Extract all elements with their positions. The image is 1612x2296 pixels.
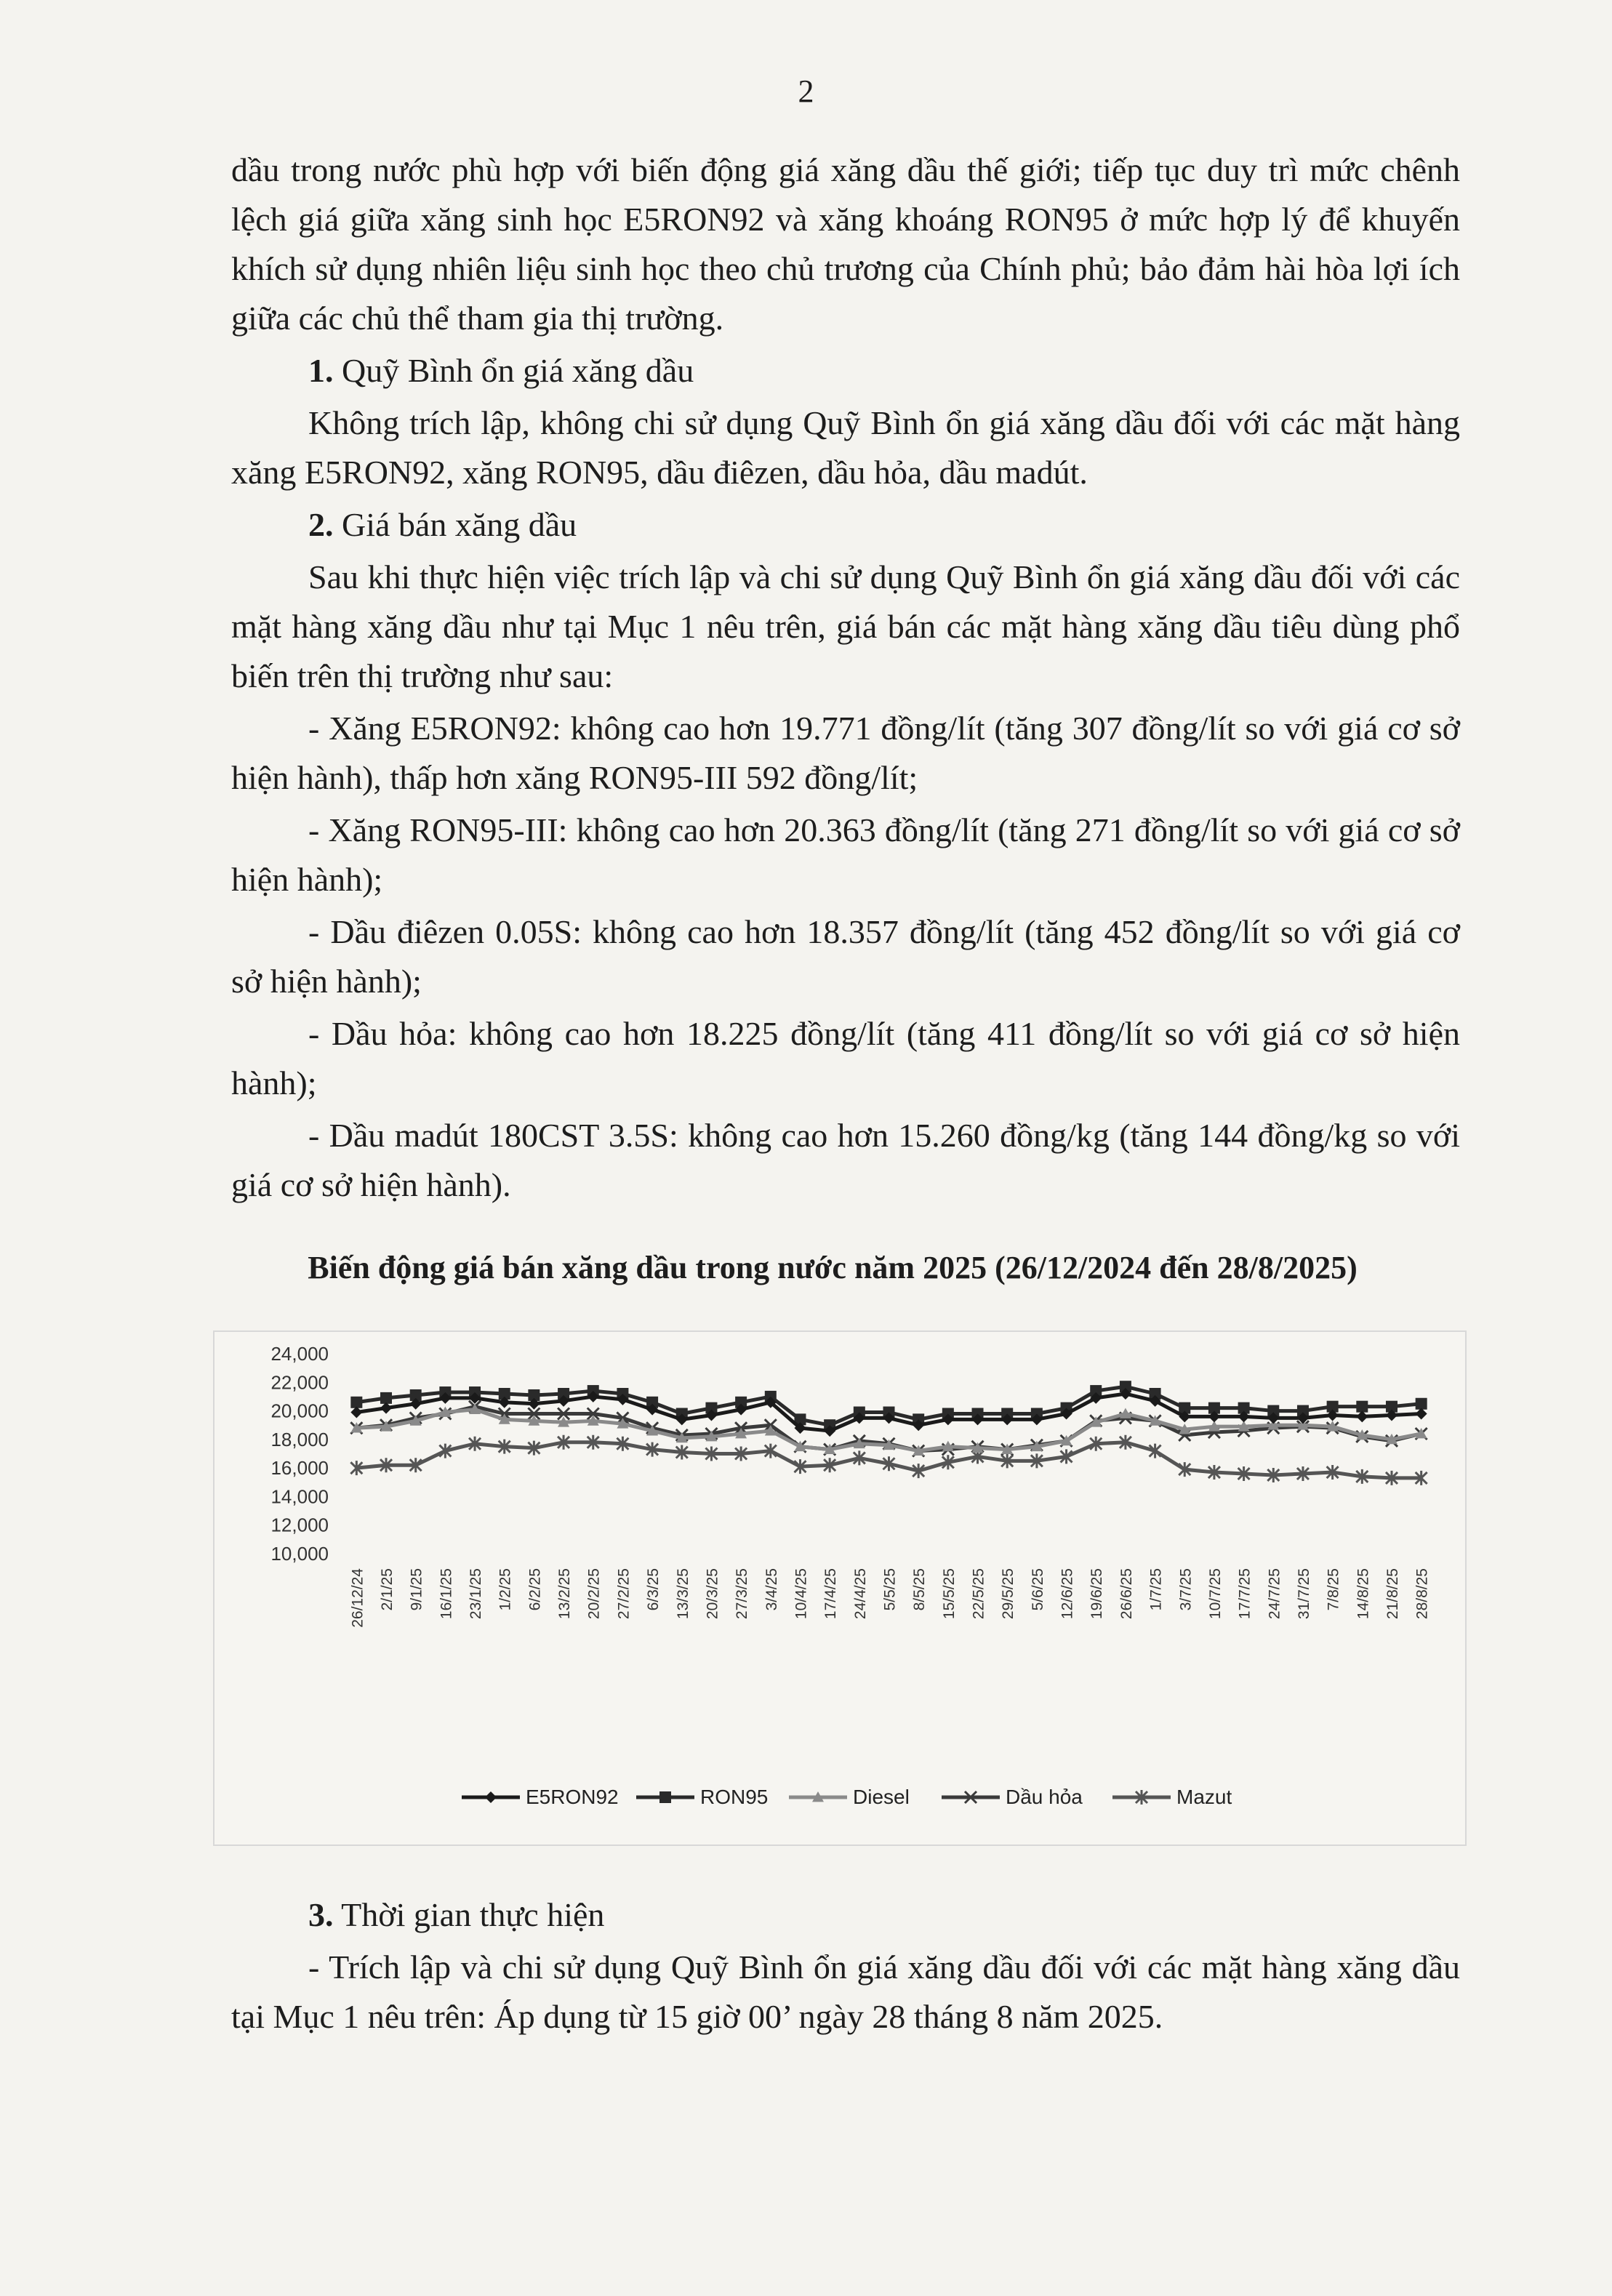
price-item-e5ron92: - Xăng E5RON92: không cao hơn 19.771 đồng/lít (tăng 307 đồng/lít so với giá cơ sở hiện hành), thấp hơn xăng RON95-III 592 đồng/lít; — [231, 710, 1460, 796]
x-tick-label: 3/7/25 — [1177, 1568, 1195, 1611]
y-tick-label: 22,000 — [270, 1371, 329, 1394]
x-tick-label: 3/4/25 — [763, 1568, 780, 1611]
x-tick-label: 22/5/25 — [970, 1568, 987, 1620]
x-tick-label: 20/2/25 — [585, 1568, 603, 1620]
paragraph-fund: Không trích lập, không chi sử dụng Quỹ Bình ổn giá xăng dầu đối với các mặt hàng xăng E5RON92, xăng RON95, dầu điêzen, dầu hỏa, dầu madút. — [231, 404, 1460, 491]
x-tick-label: 23/1/25 — [468, 1568, 485, 1620]
paragraph-timing: - Trích lập và chi sử dụng Quỹ Bình ổn giá xăng dầu đối với các mặt hàng xăng dầu tại Mục 1 nêu trên: Áp dụng từ 15 giờ 00’ ngày 28 tháng 8 năm 2025. — [231, 1948, 1460, 2035]
section-number: 3. — [308, 1896, 334, 1933]
x-tick-label: 1/2/25 — [497, 1568, 514, 1611]
price-chart — [213, 1330, 1467, 1846]
x-tick-label: 1/7/25 — [1147, 1568, 1165, 1611]
section-heading-prices — [231, 500, 1460, 550]
x-tick-label: 24/7/25 — [1266, 1568, 1283, 1620]
y-tick-label: 24,000 — [270, 1343, 329, 1365]
y-tick-label: 10,000 — [270, 1543, 329, 1565]
legend-marker — [659, 1791, 671, 1803]
section-timing — [231, 1890, 1460, 2044]
x-tick-label: 5/6/25 — [1029, 1568, 1046, 1611]
page-number: 2 — [798, 73, 814, 109]
chart-title: Biến động giá bán xăng dầu trong nước năm 2025 (26/12/2024 đến 28/8/2025) — [308, 1250, 1358, 1285]
section-heading-fund — [231, 346, 1460, 396]
x-tick-label: 26/6/25 — [1118, 1568, 1135, 1620]
x-tick-label: 17/4/25 — [822, 1568, 840, 1620]
legend-label: RON95 — [700, 1786, 769, 1808]
x-tick-label: 14/8/25 — [1355, 1568, 1372, 1620]
x-tick-label: 19/6/25 — [1088, 1568, 1106, 1620]
x-tick-label: 13/2/25 — [556, 1568, 574, 1620]
x-tick-label: 17/7/25 — [1236, 1568, 1254, 1620]
x-tick-label: 6/3/25 — [645, 1568, 662, 1611]
x-tick-label: 8/5/25 — [911, 1568, 929, 1611]
x-tick-label: 24/4/25 — [851, 1568, 869, 1620]
x-tick-label: 21/8/25 — [1384, 1568, 1401, 1620]
x-tick-label: 27/3/25 — [734, 1568, 751, 1620]
x-tick-label: 16/1/25 — [438, 1568, 455, 1620]
x-tick-label: 2/1/25 — [379, 1568, 396, 1611]
x-tick-label: 13/3/25 — [674, 1568, 691, 1620]
x-tick-label: 10/7/25 — [1206, 1568, 1224, 1620]
data-point-1 — [1416, 1398, 1427, 1410]
legend-label: Mazut — [1176, 1786, 1232, 1808]
section-heading-text: Thời gian thực hiện — [333, 1896, 605, 1933]
section-number: 2. — [308, 506, 334, 543]
y-tick-label: 14,000 — [270, 1485, 329, 1508]
section-heading-text: Giá bán xăng dầu — [333, 506, 577, 543]
price-item-kerosene: - Dầu hỏa: không cao hơn 18.225 đồng/lít (tăng 411 đồng/lít so với giá cơ sở hiện hành); — [231, 1015, 1460, 1101]
section-heading-text: Quỹ Bình ổn giá xăng dầu — [333, 352, 694, 389]
price-chart-svg — [214, 1332, 1465, 1845]
x-tick-label: 27/2/25 — [615, 1568, 633, 1620]
data-point-1 — [380, 1392, 392, 1404]
x-tick-label: 28/8/25 — [1413, 1568, 1431, 1620]
y-tick-label: 20,000 — [270, 1400, 329, 1422]
data-point-0 — [350, 1407, 362, 1418]
y-tick-label: 12,000 — [270, 1514, 329, 1536]
data-point-0 — [1356, 1410, 1368, 1422]
x-tick-label: 9/1/25 — [408, 1568, 425, 1611]
section-heading-timing — [231, 1890, 1460, 1940]
x-tick-label: 26/12/24 — [349, 1568, 366, 1628]
x-tick-label: 6/2/25 — [526, 1568, 544, 1611]
data-point-1 — [350, 1397, 362, 1408]
data-point-1 — [1356, 1401, 1368, 1413]
y-tick-label: 18,000 — [270, 1428, 329, 1450]
x-tick-label: 15/5/25 — [940, 1568, 958, 1620]
legend-label: E5RON92 — [526, 1786, 619, 1808]
data-point-0 — [1416, 1408, 1427, 1420]
data-point-0 — [380, 1402, 392, 1414]
x-tick-label: 7/8/25 — [1325, 1568, 1342, 1611]
x-tick-label: 29/5/25 — [1000, 1568, 1017, 1620]
legend-label: Diesel — [853, 1786, 910, 1808]
price-item-diesel: - Dầu điêzen 0.05S: không cao hơn 18.357 đồng/lít (tăng 452 đồng/lít so với giá cơ sở hiện hành); — [231, 913, 1460, 1000]
x-tick-label: 31/7/25 — [1295, 1568, 1312, 1620]
legend-marker — [485, 1791, 497, 1803]
document-body — [231, 145, 1460, 1213]
price-item-mazut: - Dầu madút 180CST 3.5S: không cao hơn 15.260 đồng/kg (tăng 144 đồng/kg so với giá cơ sở hiện hành). — [231, 1117, 1460, 1203]
y-tick-label: 16,000 — [270, 1457, 329, 1480]
paragraph-intro: dầu trong nước phù hợp với biến động giá xăng dầu thế giới; tiếp tục duy trì mức chênh lệch giá giữa xăng sinh học E5RON92 và xăng khoáng RON95 ở mức hợp lý để khuyến khích sử dụng nhiên liệu sinh học theo chủ trương của Chính phủ; bảo đảm hài hòa lợi ích giữa các chủ thể tham gia thị trường. — [231, 151, 1460, 337]
x-tick-label: 10/4/25 — [793, 1568, 810, 1620]
x-tick-label: 12/6/25 — [1059, 1568, 1076, 1620]
paragraph-prices-intro: Sau khi thực hiện việc trích lập và chi sử dụng Quỹ Bình ổn giá xăng dầu đối với các mặt hàng xăng dầu như tại Mục 1 nêu trên, giá bán các mặt hàng xăng dầu tiêu dùng phổ biến trên thị trường như sau: — [231, 558, 1460, 694]
x-tick-label: 5/5/25 — [881, 1568, 899, 1611]
section-number: 1. — [308, 352, 334, 389]
legend-label: Dầu hỏa — [1006, 1786, 1083, 1808]
x-tick-label: 20/3/25 — [704, 1568, 721, 1620]
price-item-ron95: - Xăng RON95-III: không cao hơn 20.363 đồng/lít (tăng 271 đồng/lít so với giá cơ sở hiện hành); — [231, 811, 1460, 898]
